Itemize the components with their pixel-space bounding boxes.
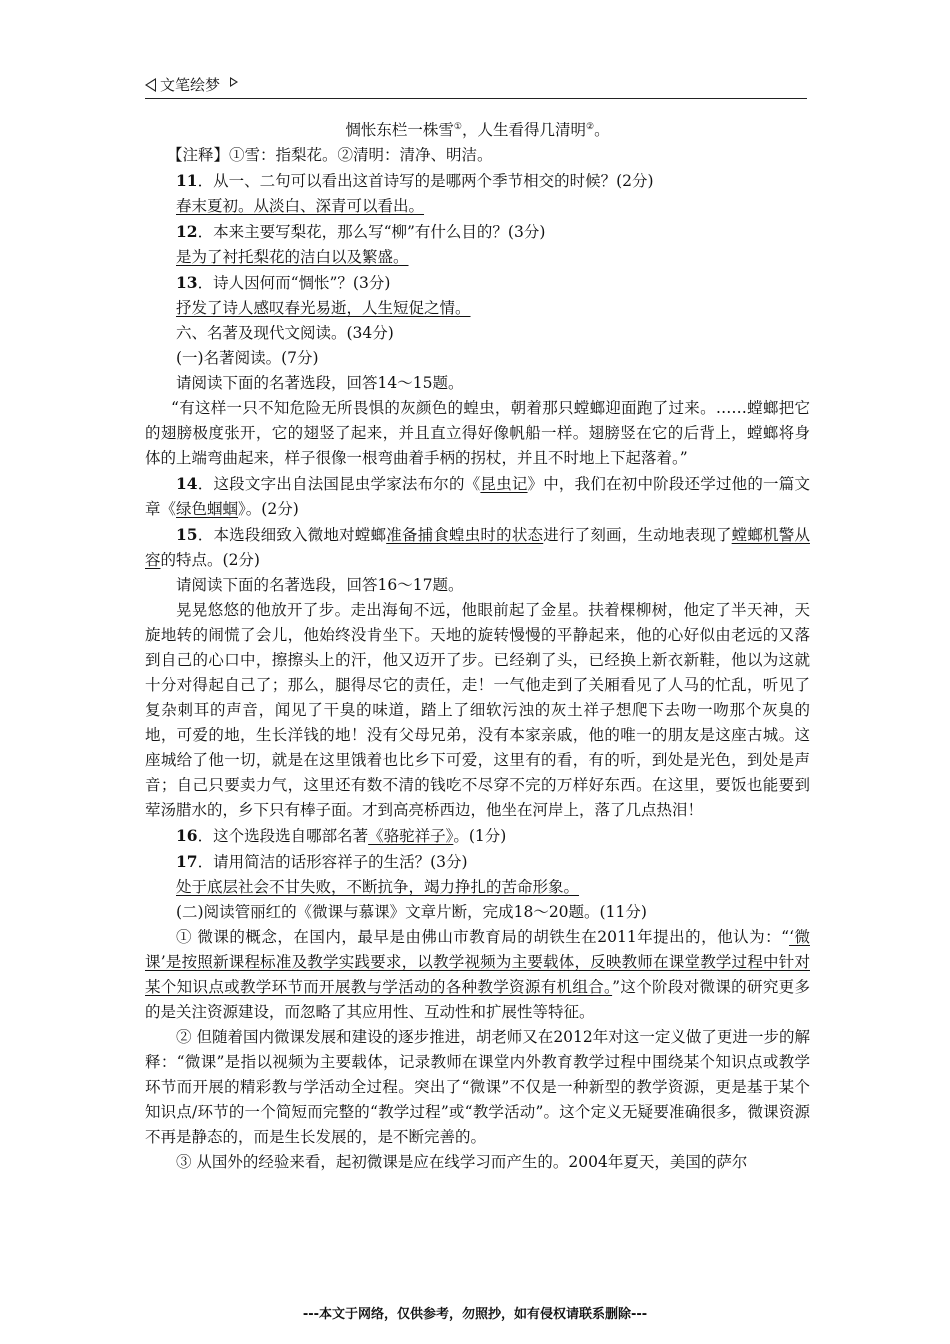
article-paragraph-3: ③ 从国外的经验来看，起初微课是应在线学习而产生的。2004年夏天，美国的萨尔 bbox=[176, 1153, 748, 1171]
question-11: 11．从一、二句可以看出这首诗写的是哪两个季节相交的时候？(2分) bbox=[176, 171, 654, 190]
reading-intro: 请阅读下面的名著选段，回答14～15题。 bbox=[176, 374, 464, 392]
question-16: 16．这个选段选自哪部名著《骆驼祥子》。(1分) bbox=[176, 826, 507, 845]
answer-17: 处于底层社会不甘失败，不断抗争，竭力挣扎的苦命形象。 bbox=[176, 878, 580, 896]
footnote-mark: ① bbox=[453, 121, 462, 132]
question-15: 15．本选段细致入微地对螳螂准备捕食蝗虫时的状态进行了刻画，生动地表现了螳螂机警从容的特点。(2分) bbox=[145, 525, 810, 569]
answer-12: 是为了衬托梨花的洁白以及繁盛。 bbox=[176, 248, 409, 266]
article-paragraph-1: ① 微课的概念，在国内，最早是由佛山市教育局的胡铁生在2011年提出的，他认为：“‘微课’是按照新课程标准及教学实践要求，以教学视频为主要载体，反映教师在课堂教学过程中针对某个知识点或教学环节而开展教与学活动的各种教学资源有机组合。”这个阶段对微课的研究更多的是关注资源建设，而忽略了其应用性、互动性和扩展性等特征。 bbox=[145, 928, 810, 1021]
brand-text: 文笔绘梦 bbox=[160, 76, 221, 94]
answer-11: 春末夏初。从淡白、深青可以看出。 bbox=[176, 197, 425, 215]
document-body bbox=[145, 118, 810, 1175]
question-17: 17．请用简洁的话形容祥子的生活？(3分) bbox=[176, 852, 468, 871]
question-13: 13．诗人因何而“惆怅”？(3分) bbox=[176, 273, 391, 292]
section-heading: 六、名著及现代文阅读。(34分) bbox=[176, 324, 394, 342]
excerpt-paragraph: “有这样一只不知危险无所畏惧的灰颜色的蝗虫，朝着那只螳螂迎面跑了过来。……螳螂把它的翅膀极度张开，它的翅竖了起来，并且直立得好像帆船一样。翅膀竖在它的后背上，螳螂将身体的上端弯曲起来，样子很像一根弯曲着手柄的拐杖，并且不时地上下起落着。” bbox=[145, 399, 810, 467]
reading-intro: 请阅读下面的名著选段，回答16～17题。 bbox=[176, 576, 464, 594]
excerpt-paragraph: 晃晃悠悠的他放开了步。走出海甸不远，他眼前起了金星。扶着棵柳树，他定了半天神，天旋地转的闹慌了会儿，他始终没肯坐下。天地的旋转慢慢的平静起来，他的心好似由老远的又落到自己的心口中，擦擦头上的汗，他又迈开了步。已经剃了头，已经换上新衣新鞋，他以为这就十分对得起自己了；那么，腿得尽它的责任，走！一气他走到了关厢看见了人马的忙乱，听见了复杂刺耳的声音，闻见了干臭的味道，踏上了细软污浊的灰土祥子想爬下去吻一吻那个灰臭的地，可爱的地，生长洋钱的地！没有父母兄弟，没有本家亲戚，他的唯一的朋友是这座古城。这座城给了他一切，就是在这里饿着也比乡下可爱，这里有的看，有的听，到处是光色，到处是声音；自己只要卖力气，这里还有数不清的钱吃不尽穿不完的万样好东西。在这里，要饭也能要到荤汤腊水的，乡下只有棒子面。才到高亮桥西边，他坐在河岸上，落了几点热泪！ bbox=[145, 601, 810, 819]
article-paragraph-2: ② 但随着国内微课发展和建设的逐步推进，胡老师又在2012年对这一定义做了更进一步的解释：“微课”是指以视频为主要载体，记录教师在课堂内外教育教学过程中围绕某个知识点或教学环节而开展的精彩教与学活动全过程。突出了“微课”不仅是一种新型的教学资源，更是基于某个知识点/环节的一个简短而完整的“教学过程”或“教学活动”。这个定义无疑要准确很多，微课资源不再是静态的，而是生长发展的，是不断完善的。 bbox=[145, 1028, 810, 1146]
question-14: 14．这段文字出自法国昆虫学家法布尔的《昆虫记》中，我们在初中阶段还学过他的一篇文章《绿色蝈蝈》。(2分) bbox=[145, 474, 810, 518]
footnote-mark: ② bbox=[586, 121, 595, 132]
question-12: 12．本来主要写梨花，那么写“柳”有什么目的？(3分) bbox=[176, 222, 546, 241]
poem-line: 惆怅东栏一株雪①，人生看得几清明②。 bbox=[345, 121, 610, 139]
triangle-left-icon bbox=[145, 78, 156, 92]
header-brand bbox=[145, 74, 238, 95]
triangle-right-icon bbox=[230, 77, 238, 87]
page-header bbox=[145, 72, 807, 99]
subsection-heading: (二)阅读管丽红的《微课与慕课》文章片断，完成18～20题。(11分) bbox=[176, 903, 647, 921]
poem-note: 【注释】①雪：指梨花。②清明：清净、明洁。 bbox=[167, 146, 493, 164]
page-footer: ---本文于网络，仅供参考，勿照抄，如有侵权请联系删除--- bbox=[302, 1307, 648, 1322]
subsection-heading: (一)名著阅读。(7分) bbox=[176, 349, 319, 367]
answer-13: 抒发了诗人感叹春光易逝，人生短促之情。 bbox=[176, 299, 471, 317]
